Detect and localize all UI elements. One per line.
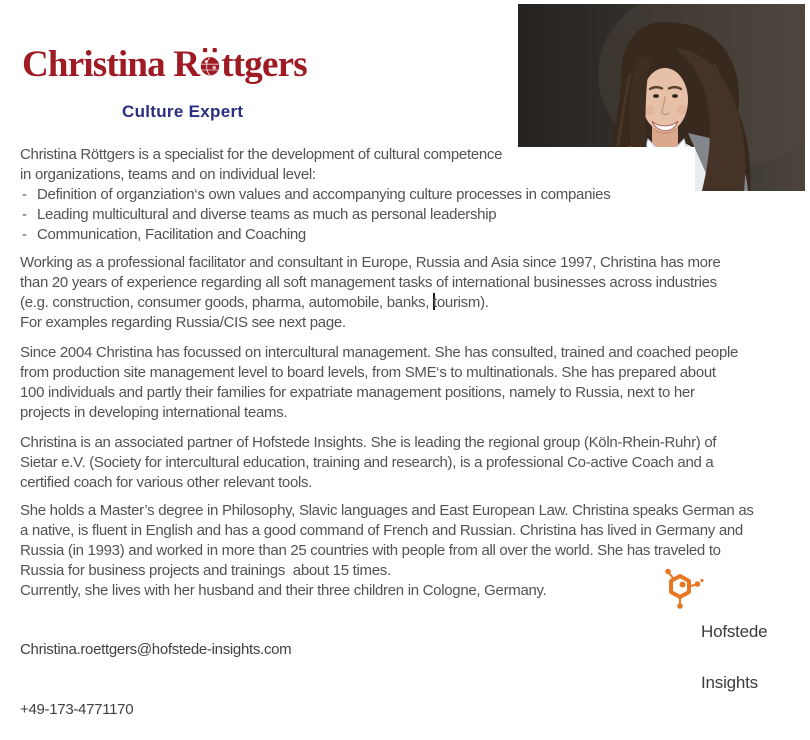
hofstede-insights-logo-text [701,589,767,708]
text-line: Currently, she lives with her husband and their three children in Cologne, Germany. [20,582,547,599]
text-line: (e.g. construction, consumer goods, pharma, automobile, banks, tourism). [20,294,489,311]
text-line: Russia for business projects and trainings about 15 times. [20,562,391,579]
text-line: Sietar e.V. (Society for intercultural education, training and research), is a professional Co-active Coach and a [20,454,714,471]
subtitle: Culture Expert [122,102,244,121]
text-line: from production site management level to board levels, from SME‘s to multinationals. She has prepared about [20,364,716,381]
text-line: Russia (in 1993) and worked in more than 25 countries with people from all over the world. She has traveled to [20,542,721,559]
contact-block [20,600,291,740]
contact-phone: +49-173-4771170 [20,701,134,718]
text-line: Christina Röttgers is a specialist for the development of cultural competence [20,146,503,163]
text-line: than 20 years of experience regarding all soft management tasks of international businesses across industries [20,274,717,291]
bio-paragraphs [20,253,800,601]
globe-o-icon [200,46,220,75]
bullet-text: Leading multicultural and diverse teams as much as personal leadership [37,206,497,223]
text-line: 100 individuals and partly their families for expatriate management positions, namely to Russia, next to her [20,384,695,401]
title-text-pre: Christina R [22,44,200,85]
text-line: Christina is an associated partner of Hofstede Insights. She is leading the regional group (Köln-Rhein-Ruhr) of [20,434,717,451]
text-line: certified coach for various other relevant tools. [20,474,313,491]
bio-text-area[interactable] [20,145,800,607]
intro-paragraph [20,145,800,245]
bullet-dash: - [22,206,27,223]
logo-word-insights: Insights [701,673,758,692]
bullet-dash: - [22,186,27,203]
text-line: a native, is fluent in English and has a good command of French and Russian. Christina has lived in Germany and [20,522,743,539]
bullet-dash: - [22,226,27,243]
text-line: projects in developing international teams. [20,404,288,421]
bullet-item [20,185,800,205]
text-line: Working as a professional facilitator and consultant in Europe, Russia and Asia since 1997, Christina has more [20,254,721,271]
hofstede-insights-logo-icon [663,566,704,611]
page-title [22,46,307,83]
text-line: Since 2004 Christina has focussed on intercultural management. She has consulted, trained and coached people [20,344,739,361]
bullet-text: Definition of organziation‘s own values and accompanying culture processes in companies [37,186,611,203]
text-line: She holds a Master’s degree in Philosophy, Slavic languages and East European Law. Christina speaks German as [20,502,754,519]
bio-paragraph [20,253,800,333]
contact-email: Christina.roettgers@hofstede-insights.com [20,641,292,658]
text-line: in organizations, teams and on individual level: [20,166,316,183]
logo-word-hofstede: Hofstede [701,622,768,641]
bio-paragraph [20,433,800,493]
title-text-post: ttgers [221,44,307,85]
bullet-item [20,225,800,245]
bullet-item [20,205,800,225]
bullet-text: Communication, Facilitation and Coaching [37,226,306,243]
text-line: For examples regarding Russia/CIS see next page. [20,314,346,331]
bio-paragraph [20,343,800,423]
